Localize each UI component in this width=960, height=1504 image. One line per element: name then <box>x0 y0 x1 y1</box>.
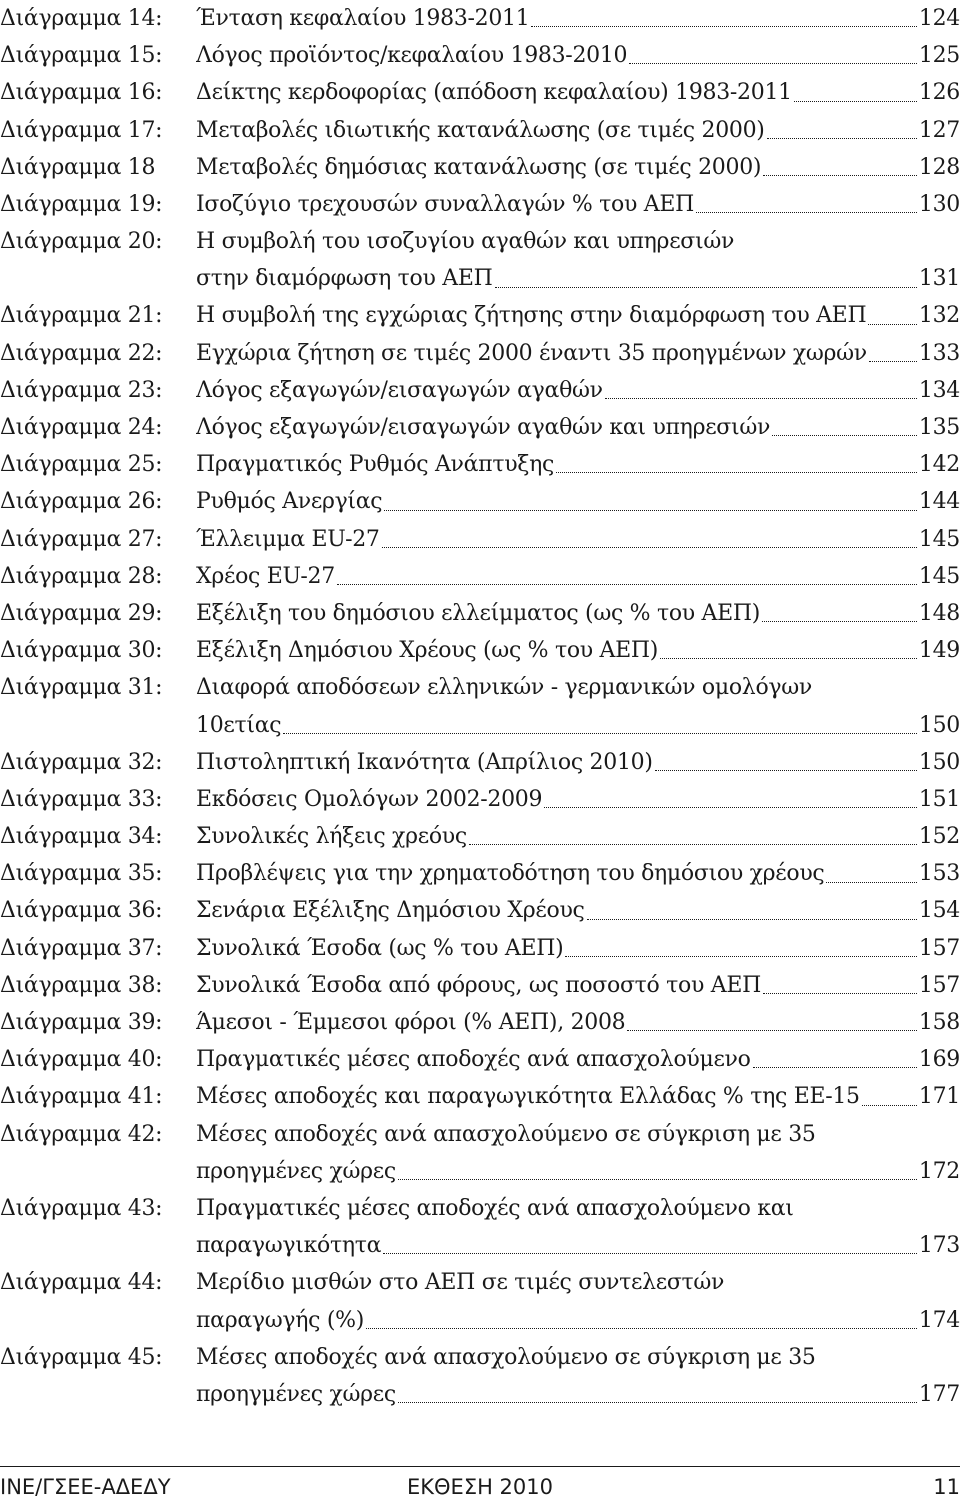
figure-title: Ένταση κεφαλαίου 1983-2011 <box>196 5 530 31</box>
figure-page-number: 153 <box>918 861 960 887</box>
figure-label: Διάγραμμα 43: <box>0 1195 163 1221</box>
figure-entry <box>0 855 960 892</box>
dot-leader <box>767 137 917 139</box>
dot-leader <box>337 583 917 585</box>
figure-page-number: 172 <box>918 1158 960 1184</box>
figure-entry-line <box>0 781 960 818</box>
figure-entry <box>0 1264 960 1338</box>
figure-title: Άμεσοι - Έμμεσοι φόροι (% ΑΕΠ), 2008 <box>196 1010 626 1036</box>
figure-label: Διάγραμμα 27: <box>0 526 163 552</box>
dot-leader <box>763 992 917 994</box>
figure-label: Διάγραμμα 19: <box>0 191 163 217</box>
figure-entry-line <box>0 1078 960 1115</box>
figure-title: παραγωγικότητα <box>196 1233 382 1259</box>
figure-title: Μέσες αποδοχές ανά απασχολούμενο σε σύγκριση με 35 <box>196 1121 816 1147</box>
figure-entry-continuation <box>0 260 960 297</box>
figure-entry-line <box>0 893 960 930</box>
figure-title: Εξέλιξη Δημόσιου Χρέους (ως % του ΑΕΠ) <box>196 638 659 664</box>
figure-entry-continuation <box>0 707 960 744</box>
figure-label: Διάγραμμα 39: <box>0 1010 163 1036</box>
figure-entry <box>0 186 960 223</box>
figure-label: Διάγραμμα 35: <box>0 861 163 887</box>
figure-page-number: 142 <box>918 452 960 478</box>
figure-page-number: 169 <box>918 1047 960 1073</box>
figure-label: Διάγραμμα 33: <box>0 786 163 812</box>
figure-page-number: 124 <box>918 5 960 31</box>
figure-entry-line <box>0 186 960 223</box>
figure-page-number: 125 <box>918 43 960 69</box>
figure-title: Συνολικά Έσοδα από φόρους, ως ποσοστό του ΑΕΠ <box>196 972 761 998</box>
figure-page-number: 171 <box>918 1084 960 1110</box>
figure-label: Διάγραμμα 38: <box>0 972 163 998</box>
figure-page-number: 133 <box>918 340 960 366</box>
figure-entry-line <box>0 372 960 409</box>
figure-title: Μέσες αποδοχές ανά απασχολούμενο σε σύγκριση με 35 <box>196 1344 816 1370</box>
figure-page-number: 150 <box>918 749 960 775</box>
dot-leader <box>366 1327 917 1329</box>
figure-entry-line <box>0 0 960 37</box>
figure-title: Λόγος εξαγωγών/εισαγωγών αγαθών και υπηρεσιών <box>196 415 771 441</box>
figure-entry <box>0 930 960 967</box>
figure-page-number: 145 <box>918 526 960 552</box>
figure-title: προηγμένες χώρες <box>196 1158 396 1184</box>
dot-leader <box>826 881 916 883</box>
figure-entry <box>0 74 960 111</box>
dot-leader <box>655 769 917 771</box>
figure-entry-line <box>0 37 960 74</box>
figure-entry <box>0 1004 960 1041</box>
dot-leader <box>565 955 917 957</box>
dot-leader <box>283 732 917 734</box>
figure-label: Διάγραμμα 37: <box>0 935 163 961</box>
dot-leader <box>696 211 917 213</box>
figure-entry <box>0 893 960 930</box>
figure-entry <box>0 967 960 1004</box>
figure-page-number: 149 <box>918 638 960 664</box>
figure-entry-line <box>0 669 960 706</box>
figure-entry <box>0 149 960 186</box>
dot-leader <box>384 509 917 511</box>
figure-label: Διάγραμμα 20: <box>0 229 163 255</box>
figure-entry-line <box>0 446 960 483</box>
figure-entry <box>0 483 960 520</box>
figure-label: Διάγραμμα 25: <box>0 452 163 478</box>
figure-entry-continuation <box>0 1227 960 1264</box>
figure-page-number: 157 <box>918 972 960 998</box>
figure-entry-line <box>0 1190 960 1227</box>
figure-entry <box>0 409 960 446</box>
figure-label: Διάγραμμα 28: <box>0 563 163 589</box>
figure-title: Λόγος προϊόντος/κεφαλαίου 1983-2010 <box>196 43 628 69</box>
figure-page-number: 173 <box>918 1233 960 1259</box>
figure-page-number: 177 <box>918 1381 960 1407</box>
dot-leader <box>869 360 917 362</box>
figure-entry <box>0 781 960 818</box>
figure-entry <box>0 595 960 632</box>
figure-title: παραγωγής (%) <box>196 1307 365 1333</box>
figure-title: Μερίδιο μισθών στο ΑΕΠ σε τιμές συντελεστών <box>196 1270 725 1296</box>
page-footer <box>0 1466 960 1504</box>
figure-entry <box>0 1190 960 1264</box>
dot-leader <box>556 471 917 473</box>
figure-title: Σενάρια Εξέλιξης Δημόσιου Χρέους <box>196 898 585 924</box>
figure-title: Εγχώρια ζήτηση σε τιμές 2000 έναντι 35 προηγμένων χωρών <box>196 340 867 366</box>
figure-title: Έλλειμμα EU-27 <box>196 526 380 552</box>
figure-title: Πραγματικές μέσες αποδοχές ανά απασχολούμενο και <box>196 1195 794 1221</box>
figure-entry-line <box>0 409 960 446</box>
figure-entry-line <box>0 595 960 632</box>
figure-page-number: 128 <box>918 154 960 180</box>
figure-entry <box>0 372 960 409</box>
figure-entry-line <box>0 930 960 967</box>
figure-label: Διάγραμμα 30: <box>0 638 163 664</box>
figure-title: Διαφορά αποδόσεων ελληνικών - γερμανικών ομολόγων <box>196 675 812 701</box>
figure-entry <box>0 521 960 558</box>
figure-entry <box>0 1116 960 1190</box>
figure-page-number: 148 <box>918 600 960 626</box>
figure-title: Εκδόσεις Ομολόγων 2002-2009 <box>196 786 543 812</box>
dot-leader <box>862 1104 917 1106</box>
figure-entry <box>0 446 960 483</box>
dot-leader <box>660 657 917 659</box>
figure-title: Εξέλιξη του δημόσιου ελλείμματος (ως % του ΑΕΠ) <box>196 600 761 626</box>
figure-entry-line <box>0 483 960 520</box>
dot-leader <box>531 25 916 27</box>
figure-entry <box>0 223 960 297</box>
dot-leader <box>383 1252 917 1254</box>
figure-entry-line <box>0 149 960 186</box>
figure-entry-line <box>0 855 960 892</box>
dot-leader <box>629 62 917 64</box>
figure-entry <box>0 744 960 781</box>
figure-title: Συνολικά Έσοδα (ως % του ΑΕΠ) <box>196 935 564 961</box>
figure-page-number: 130 <box>918 191 960 217</box>
figure-page-number: 158 <box>918 1010 960 1036</box>
dot-leader <box>587 918 917 920</box>
figure-title: στην διαμόρφωση του ΑΕΠ <box>196 266 493 292</box>
figure-title: Η συμβολή της εγχώριας ζήτησης στην διαμόρφωση του ΑΕΠ <box>196 303 867 329</box>
figure-page-number: 145 <box>918 563 960 589</box>
figure-title: Μεταβολές ιδιωτικής κατανάλωσης (σε τιμές 2000) <box>196 117 765 143</box>
figure-page-number: 151 <box>918 786 960 812</box>
figure-title: Προβλέψεις για την χρηματοδότηση του δημόσιου χρέους <box>196 861 825 887</box>
figure-entry-line <box>0 1041 960 1078</box>
figure-label: Διάγραμμα 26: <box>0 489 163 515</box>
figure-label: Διάγραμμα 42: <box>0 1121 163 1147</box>
figure-entry <box>0 37 960 74</box>
figure-label: Διάγραμμα 45: <box>0 1344 163 1370</box>
dot-leader <box>495 286 917 288</box>
figure-label: Διάγραμμα 24: <box>0 415 163 441</box>
figure-entry <box>0 632 960 669</box>
figure-entry-line <box>0 1004 960 1041</box>
figure-page-number: 131 <box>918 266 960 292</box>
figure-entry-continuation <box>0 1376 960 1413</box>
figure-label: Διάγραμμα 18 <box>0 154 156 180</box>
figure-title: Πραγματικός Ρυθμός Ανάπτυξης <box>196 452 555 478</box>
figure-label: Διάγραμμα 17: <box>0 117 163 143</box>
figure-label: Διάγραμμα 14: <box>0 5 163 31</box>
figure-title: Λόγος εξαγωγών/εισαγωγών αγαθών <box>196 377 603 403</box>
figure-title: Μέσες αποδοχές και παραγωγικότητα Ελλάδας % της ΕΕ-15 <box>196 1084 860 1110</box>
figure-label: Διάγραμμα 36: <box>0 898 163 924</box>
figure-entry <box>0 1078 960 1115</box>
figure-title: προηγμένες χώρες <box>196 1381 396 1407</box>
figure-label: Διάγραμμα 21: <box>0 303 163 329</box>
figure-entry-line <box>0 1264 960 1301</box>
figure-label: Διάγραμμα 31: <box>0 675 163 701</box>
figure-page-number: 134 <box>918 377 960 403</box>
figure-title: Συνολικές λήξεις χρεόυς <box>196 824 467 850</box>
figure-page-number: 154 <box>918 898 960 924</box>
figure-entry <box>0 112 960 149</box>
dot-leader <box>605 397 917 399</box>
figure-entry-line <box>0 74 960 111</box>
figure-page-number: 157 <box>918 935 960 961</box>
figure-entry-line <box>0 335 960 372</box>
figure-page-number: 132 <box>918 303 960 329</box>
dot-leader <box>762 620 917 622</box>
dot-leader <box>398 1401 917 1403</box>
dot-leader <box>627 1029 917 1031</box>
figure-title: 10ετίας <box>196 712 282 738</box>
figure-label: Διάγραμμα 15: <box>0 43 163 69</box>
dot-leader <box>794 100 917 102</box>
dot-leader <box>868 323 917 325</box>
figure-page-number: 135 <box>918 415 960 441</box>
dot-leader <box>772 434 917 436</box>
figure-title: Ρυθμός Ανεργίας <box>196 489 383 515</box>
figure-entry <box>0 1041 960 1078</box>
footer-publisher: ΙΝΕ/ΓΣΕΕ-ΑΔΕΔΥ <box>0 1475 171 1499</box>
figure-entry <box>0 669 960 743</box>
figure-page-number: 144 <box>918 489 960 515</box>
figure-label: Διάγραμμα 34: <box>0 824 163 850</box>
figure-label: Διάγραμμα 23: <box>0 377 163 403</box>
figure-entry-line <box>0 223 960 260</box>
figure-entry-line <box>0 558 960 595</box>
figure-entry-line <box>0 1116 960 1153</box>
figure-entry <box>0 298 960 335</box>
figure-label: Διάγραμμα 29: <box>0 600 163 626</box>
figure-entry-line <box>0 1339 960 1376</box>
dot-leader <box>382 546 917 548</box>
dot-leader <box>763 174 917 176</box>
figure-entry-line <box>0 298 960 335</box>
figure-entry-line <box>0 521 960 558</box>
figure-entry <box>0 818 960 855</box>
figure-label: Διάγραμμα 41: <box>0 1084 163 1110</box>
figure-label: Διάγραμμα 22: <box>0 340 163 366</box>
page-number: 11 <box>933 1475 960 1499</box>
figure-title: Πραγματικές μέσες αποδοχές ανά απασχολούμενο <box>196 1047 751 1073</box>
figure-title: Πιστοληπτική Ικανότητα (Απρίλιος 2010) <box>196 749 653 775</box>
figure-title: Η συμβολή του ισοζυγίου αγαθών και υπηρεσιών <box>196 229 735 255</box>
figure-title: Ισοζύγιο τρεχουσών συναλλαγών % του ΑΕΠ <box>196 191 694 217</box>
figure-label: Διάγραμμα 44: <box>0 1270 163 1296</box>
figure-entry-continuation <box>0 1302 960 1339</box>
figure-page-number: 152 <box>918 824 960 850</box>
figure-label: Διάγραμμα 40: <box>0 1047 163 1073</box>
figure-label: Διάγραμμα 16: <box>0 80 163 106</box>
figure-entry <box>0 0 960 37</box>
figure-page-number: 150 <box>918 712 960 738</box>
figure-label: Διάγραμμα 32: <box>0 749 163 775</box>
figure-entry <box>0 558 960 595</box>
figure-page-number: 127 <box>918 117 960 143</box>
figure-entry-line <box>0 632 960 669</box>
figure-entry-line <box>0 967 960 1004</box>
dot-leader <box>469 843 917 845</box>
figure-title: Μεταβολές δημόσιας κατανάλωσης (σε τιμές 2000) <box>196 154 762 180</box>
figure-entry <box>0 335 960 372</box>
figure-page-number: 126 <box>918 80 960 106</box>
figure-entry-continuation <box>0 1153 960 1190</box>
footer-report-title: ΕΚΘΕΣΗ 2010 <box>406 1475 553 1499</box>
figure-entry-line <box>0 112 960 149</box>
figure-entry-line <box>0 818 960 855</box>
figure-entry <box>0 1339 960 1413</box>
figure-title: Δείκτης κερδοφορίας (απόδοση κεφαλαίου) 1983-2011 <box>196 80 792 106</box>
dot-leader <box>753 1066 917 1068</box>
figure-entry-line <box>0 744 960 781</box>
dot-leader <box>544 806 917 808</box>
figure-title: Χρέος EU-27 <box>196 563 335 589</box>
figure-page-number: 174 <box>918 1307 960 1333</box>
dot-leader <box>398 1178 917 1180</box>
